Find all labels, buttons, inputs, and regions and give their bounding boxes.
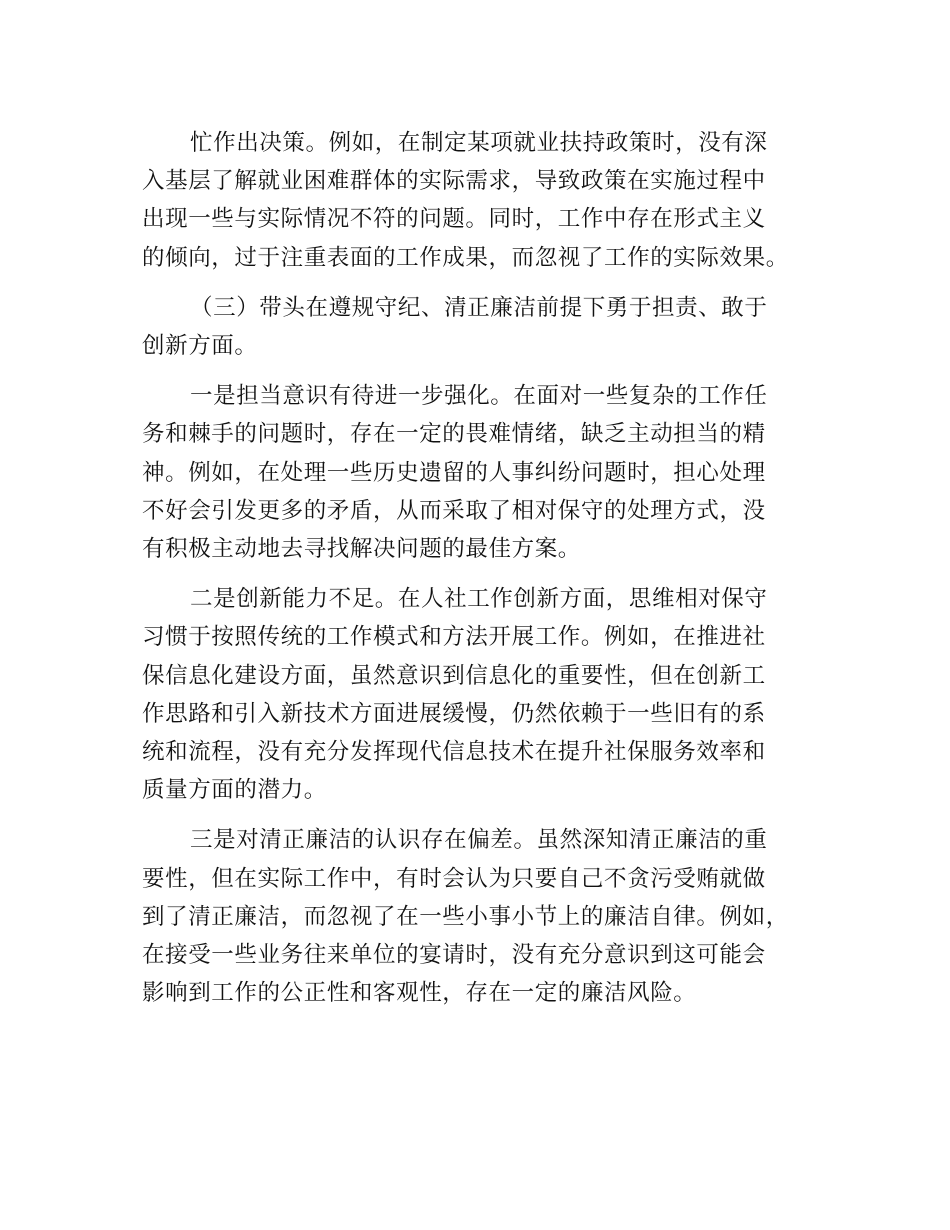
text-line: 到了清正廉洁，而忽视了在一些小事小节上的廉洁自律。例如， — [142, 903, 789, 930]
text-line: 不好会引发更多的矛盾，从而采取了相对保守的处理方式，没 — [142, 497, 766, 524]
document-page — [142, 124, 832, 1012]
text-line: 出现一些与实际情况不符的问题。同时，工作中存在形式主义 — [142, 206, 766, 233]
text-line: 入基层了解就业困难群体的实际需求，导致政策在实施过程中 — [142, 168, 766, 195]
text-line: 统和流程，没有充分发挥现代信息技术在提升社保服务效率和 — [142, 739, 766, 766]
section-heading-3 — [142, 289, 832, 365]
text-line: 创新方面。 — [142, 333, 258, 360]
text-line: 的倾向，过于注重表面的工作成果，而忽视了工作的实际效果。 — [142, 244, 789, 271]
paragraph-point-1-responsibility — [142, 377, 832, 568]
text-line: 作思路和引入新技术方面进展缓慢，仍然依赖于一些旧有的系 — [142, 700, 766, 727]
paragraph-decision-making — [142, 124, 832, 277]
text-line: 神。例如，在处理一些历史遗留的人事纠纷问题时，担心处理 — [142, 459, 766, 486]
text-line: 三是对清正廉洁的认识存在偏差。虽然深知清正廉洁的重 — [190, 827, 768, 854]
text-line: （三）带头在遵规守纪、清正廉洁前提下勇于担责、敢于 — [190, 294, 768, 321]
paragraph-spacer — [142, 277, 832, 289]
paragraph-spacer — [142, 809, 832, 821]
text-line: 影响到工作的公正性和客观性，存在一定的廉洁风险。 — [142, 980, 697, 1007]
text-line: 要性，但在实际工作中，有时会认为只要自己不贪污受贿就做 — [142, 865, 766, 892]
paragraph-point-2-innovation — [142, 580, 832, 809]
text-line: 保信息化建设方面，虽然意识到信息化的重要性，但在创新工 — [142, 662, 766, 689]
text-line: 在接受一些业务往来单位的宴请时，没有充分意识到这可能会 — [142, 942, 766, 969]
paragraph-spacer — [142, 365, 832, 377]
text-line: 习惯于按照传统的工作模式和方法开展工作。例如，在推进社 — [142, 624, 766, 651]
text-line: 务和棘手的问题时，存在一定的畏难情绪，缺乏主动担当的精 — [142, 421, 766, 448]
text-line: 有积极主动地去寻找解决问题的最佳方案。 — [142, 536, 581, 563]
paragraph-spacer — [142, 568, 832, 580]
text-line: 二是创新能力不足。在人社工作创新方面，思维相对保守 — [190, 586, 768, 613]
text-line: 忙作出决策。例如，在制定某项就业扶持政策时，没有深 — [190, 130, 768, 156]
text-line: 质量方面的潜力。 — [142, 777, 327, 804]
paragraph-point-3-integrity — [142, 821, 832, 1012]
text-line: 一是担当意识有待进一步强化。在面对一些复杂的工作任 — [190, 383, 768, 410]
